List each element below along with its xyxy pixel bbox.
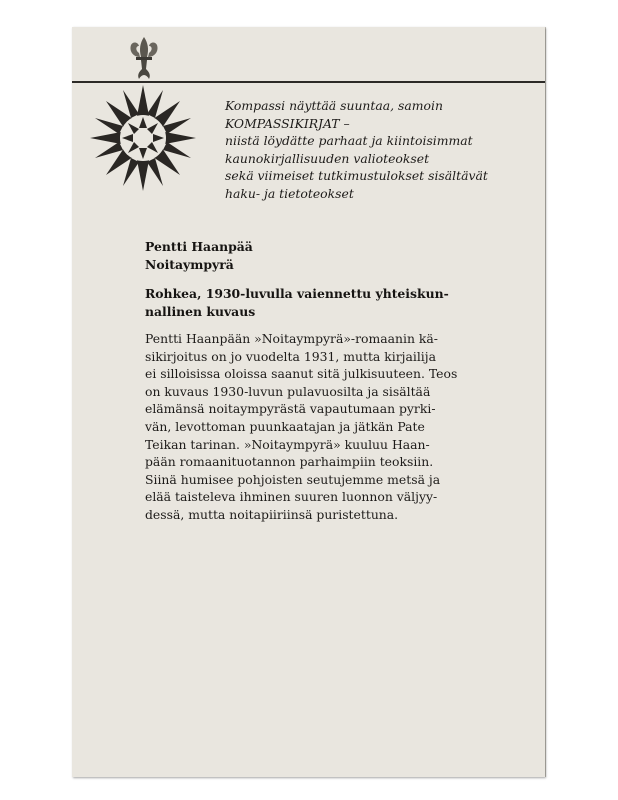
description-line: dessä, mutta noitapiiriinsä puristettuna. [145,506,399,522]
description-line: elää taisteleva ihminen suuren luonnon väljyy- [145,489,438,505]
description-line: pään romaanituotannon parhaimpiin teoksiin. [145,454,434,470]
book-info [145,238,253,273]
tagline-line: Kompassi näyttää suuntaa, samoin [225,98,443,113]
description-line: vän, levottoman puunkaatajan ja jätkän Pate [145,418,425,434]
tagline-line: haku- ja tietoteokset [225,185,354,201]
description-line: ei silloisissa oloissa saanut sitä julkisuuteen. Teos [145,366,458,382]
tagline-line: niistä löydätte parhaat ja kiintoisimmat [225,133,473,149]
tagline-line: KOMPASSIKIRJAT – [225,115,350,131]
headline-line: nallinen kuvaus [145,303,256,319]
tagline-line: sekä viimeiset tutkimustulokset sisältävät [225,168,488,184]
tagline-line: kaunokirjallisuuden valioteokset [225,150,430,166]
book-title: Noitaympyrä [145,256,234,272]
fleur-de-lis-icon [127,37,161,79]
author-name: Pentti Haanpää [145,239,253,254]
blurb-description [145,330,458,524]
headline-line: Rohkea, 1930-luvulla vaiennettu yhteiskun- [145,286,449,301]
description-line: elämänsä noitaympyrästä vapautumaan pyrki- [145,401,436,417]
description-line: Siinä humisee pohjoisten seutujemme metsä ja [145,471,441,487]
compass-star-icon [88,83,198,193]
series-tagline [225,97,530,203]
book-back-cover [72,27,545,777]
description-line: Pentti Haanpään »Noitaympyrä»-romaanin kä- [145,331,438,346]
description-line: sikirjoitus on jo vuodelta 1931, mutta kirjailija [145,348,436,364]
blurb-headline [145,285,450,320]
description-line: Teikan tarinan. »Noitaympyrä» kuuluu Haan- [145,436,430,452]
description-line: on kuvaus 1930-luvun pulavuosilta ja sisältää [145,383,431,399]
